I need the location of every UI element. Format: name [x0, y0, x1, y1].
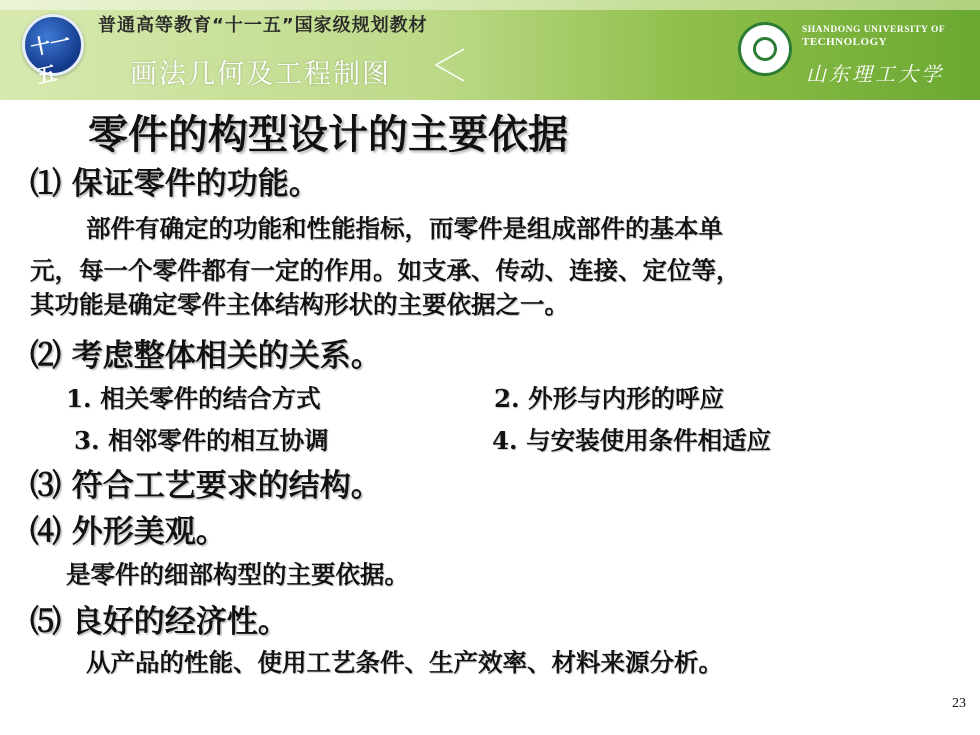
- point-1-text-line-2: 元，每一个零件都有一定的作用。如支承、传动、连接、定位等，: [30, 256, 741, 285]
- university-name-en-line1: SHANDONG UNIVERSITY OF: [802, 25, 946, 35]
- point-5-text: 从产品的性能、使用工艺条件、生产效率、材料来源分析。: [86, 648, 723, 677]
- university-name-en-line2: TECHNOLOGY: [802, 36, 888, 48]
- slide-title: 零件的构型设计的主要依据: [88, 111, 568, 158]
- point-1-text-line-3: 其功能是确定零件主体结构形状的主要依据之一。: [30, 290, 569, 319]
- series-title: 普通高等教育“十一五”国家级规划教材: [98, 15, 428, 36]
- book-title: 画法几何及工程制图: [130, 59, 391, 90]
- university-seal-icon: [738, 22, 792, 76]
- point-2-item-3: 3. 相邻零件的相互协调: [74, 426, 329, 455]
- series-logo: [22, 14, 84, 89]
- university-name-cn: 山东理工大学: [806, 62, 944, 86]
- point-2-item-2: 2. 外形与内形的呼应: [494, 384, 725, 413]
- banner-highlight: [0, 0, 980, 10]
- point-3-heading: ⑶ 符合工艺要求的结构。: [30, 468, 382, 504]
- university-name-en: [802, 24, 945, 48]
- point-2-heading: ⑵ 考虑整体相关的关系。: [30, 338, 382, 374]
- arrow-decoration-icon: [430, 45, 470, 85]
- series-logo-text: 十一五: [28, 28, 73, 89]
- point-2-item-4: 4. 与安装使用条件相适应: [492, 426, 772, 455]
- point-4-text: 是零件的细部构型的主要依据。: [66, 560, 409, 589]
- point-1-heading: ⑴ 保证零件的功能。: [30, 166, 320, 202]
- point-4-heading: ⑷ 外形美观。: [30, 514, 227, 550]
- point-5-heading: ⑸ 良好的经济性。: [30, 604, 289, 640]
- point-1-text-line-1: 部件有确定的功能和性能指标，而零件是组成部件的基本单: [86, 214, 723, 243]
- header-banner: [0, 0, 980, 100]
- point-2-item-1: 1. 相关零件的结合方式: [66, 384, 321, 413]
- page-number: 23: [952, 696, 966, 711]
